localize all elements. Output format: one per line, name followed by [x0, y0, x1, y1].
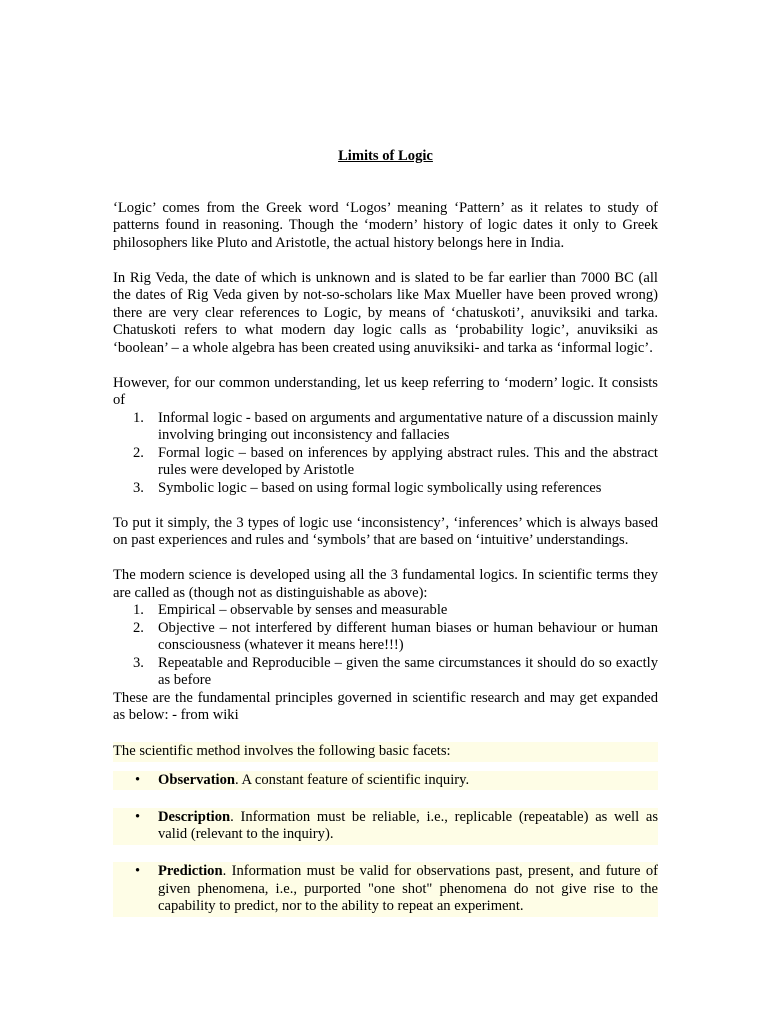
document-page [113, 148, 658, 934]
list-item-text: Formal logic – based on inferences by applying abstract rules. This and the abstract rules were developed by Aristotle [158, 444, 658, 478]
facet-term: Prediction [158, 863, 223, 879]
list-item-text: Informal logic - based on arguments and argumentative nature of a discussion mainly involving bringing out inconsistency and fallacies [158, 409, 658, 443]
paragraph-fundamental-principles: These are the fundamental principles governed in scientific research and may get expanded as below: - from wiki [113, 689, 658, 723]
facets-list [113, 771, 658, 917]
list-number: 1. [133, 409, 144, 426]
bullet-icon: • [135, 771, 141, 788]
facet-text: . Information must be valid for observations past, present, and future of given phenomena, i.e., purported "one shot" phenomena do not give rise to the capability to predict, nor to the ability to repeat an experiment. [158, 863, 658, 914]
list-item [113, 620, 658, 655]
list-item [113, 410, 658, 445]
facets-heading: The scientific method involves the following basic facets: [113, 742, 658, 762]
paragraph-rig-veda: In Rig Veda, the date of which is unknown and is slated to be far earlier than 7000 BC (all the dates of Rig Veda given by not-so-scholars like Max Mueller have been proved wrong) there are very clear references to Logic, by means of ‘chatuskoti’, anuviksiki and tarka. Chatuskoti refers to what modern day logic calls as ‘probability logic’, anuviksiki as ‘boolean’ – a whole algebra has been created using anuviksiki- and tarka as ‘informal logic’. [113, 269, 658, 356]
paragraph-modern-science: The modern science is developed using all the 3 fundamental logics. In scientific terms they are called as (though not as distinguishable as above): [113, 567, 658, 601]
facet-term: Description [158, 808, 231, 825]
facet-text: . Information must be reliable, i.e., replicable (repeatable) as well as valid (relevant to the inquiry). [158, 808, 658, 842]
list-item-text: Empirical – observable by senses and measurable [158, 602, 448, 618]
list-item-text: Objective – not interfered by different human biases or human behaviour or human consciousness (whatever it means here!!!) [158, 619, 658, 653]
list-number: 2. [133, 619, 144, 636]
facet-item-prediction [113, 862, 658, 917]
list-number: 3. [133, 654, 144, 671]
list-item [113, 602, 658, 620]
facet-item-description [113, 808, 658, 845]
science-principles-list [113, 602, 658, 690]
list-item [113, 445, 658, 480]
facet-text: . A constant feature of scientific inquiry. [235, 771, 470, 788]
paragraph-modern-logic: However, for our common understanding, let us keep referring to ‘modern’ logic. It consists of [113, 374, 658, 408]
list-item-text: Symbolic logic – based on using formal logic symbolically using references [158, 479, 602, 496]
document-title: Limits of Logic [338, 148, 433, 164]
list-item [113, 480, 658, 498]
list-number: 3. [133, 479, 144, 496]
facet-item-observation [113, 771, 658, 791]
paragraph-simply-put: To put it simply, the 3 types of logic use ‘inconsistency’, ‘inferences’ which is always based on past experiences and rules and ‘symbols’ that are based on ‘intuitive’ understandings. [113, 514, 658, 548]
bullet-icon: • [135, 808, 141, 825]
list-number: 1. [133, 602, 144, 618]
list-item [113, 655, 658, 690]
list-number: 2. [133, 444, 144, 461]
paragraph-logic-origin: ‘Logic’ comes from the Greek word ‘Logos’ meaning ‘Pattern’ as it relates to study of patterns found in reasoning. Though the ‘modern’ history of logic dates it only to Greek philosophers like Pluto and Aristotle, the actual history belongs here in India. [113, 199, 658, 251]
bullet-icon: • [135, 863, 141, 879]
logic-types-list [113, 410, 658, 498]
list-item-text: Repeatable and Reproducible – given the same circumstances it should do so exactly as before [158, 654, 658, 688]
facet-term: Observation [158, 771, 236, 788]
